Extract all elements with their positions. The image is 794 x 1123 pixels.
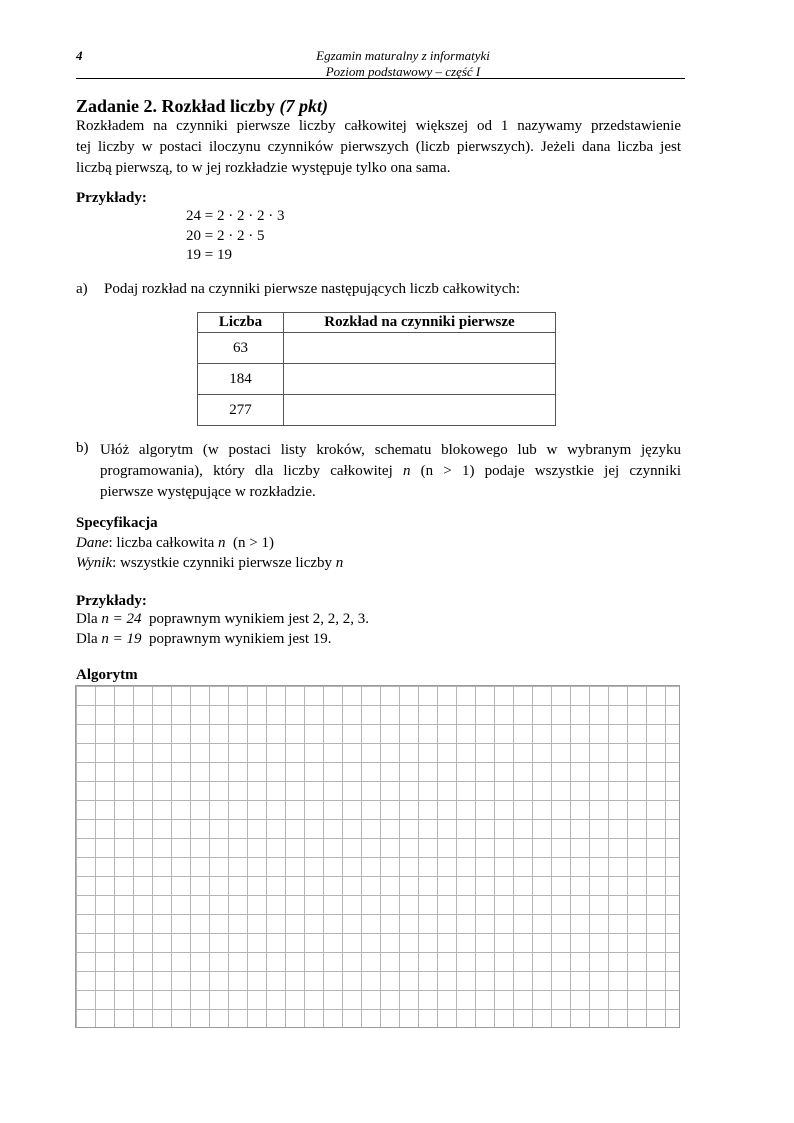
part-b-line: pierwsze występujące w rozkładzie. xyxy=(100,484,316,500)
part-b-text xyxy=(100,440,681,503)
specification-output: Wynik: wszystkie czynniki pierwsze liczby n xyxy=(76,555,344,571)
example-equation: 20 = 2 · 2 · 5 xyxy=(186,228,265,244)
table-header-row xyxy=(198,313,556,333)
spec-examples-heading: Przykłady: xyxy=(76,593,147,609)
number-cell: 63 xyxy=(198,333,284,364)
table-row xyxy=(198,364,556,395)
part-b-label: b) xyxy=(76,440,89,456)
factorization-table xyxy=(197,312,556,426)
spec-example: Dla n = 24 poprawnym wynikiem jest 2, 2, 2, 3. xyxy=(76,611,370,627)
algorithm-answer-grid[interactable] xyxy=(75,685,680,1028)
header-rule xyxy=(76,78,685,79)
header-level: Poziom podstawowy – część I xyxy=(325,64,481,79)
part-b-line: Ułóż algorytm (w postaci listy kroków, schematu blokowego lub w wybranym języku xyxy=(100,442,681,458)
algorithm-heading: Algorytm xyxy=(76,667,138,683)
intro-line: tej liczby w postaci iloczynu czynników pierwszych (liczb pierwszych). Jeżeli dana liczba jest xyxy=(76,139,681,155)
example-equation: 24 = 2 · 2 · 2 · 3 xyxy=(186,208,285,224)
column-header-factorization: Rozkład na czynniki pierwsze xyxy=(284,313,556,333)
number-cell: 277 xyxy=(198,395,284,426)
spec-example: Dla n = 19 poprawnym wynikiem jest 19. xyxy=(76,631,332,647)
header-exam-title: Egzamin maturalny z informatyki xyxy=(316,48,490,63)
example-equation: 19 = 19 xyxy=(186,247,232,263)
answer-cell[interactable] xyxy=(284,364,556,395)
examples-heading: Przykłady: xyxy=(76,190,147,206)
answer-cell[interactable] xyxy=(284,395,556,426)
part-a-text: Podaj rozkład na czynniki pierwsze następujących liczb całkowitych: xyxy=(104,281,521,297)
intro-line: liczbą pierwszą, to w jej rozkładzie występuje tylko ona sama. xyxy=(76,160,451,176)
number-cell: 184 xyxy=(198,364,284,395)
task-points: (7 pkt) xyxy=(279,96,329,116)
part-b-line: programowania), który dla liczby całkowitej n (n > 1) podaje wszystkie jej czynniki xyxy=(100,463,681,479)
intro-line: Rozkładem na czynniki pierwsze liczby całkowitej większej od 1 nazywamy przedstawienie xyxy=(76,118,681,134)
table-row xyxy=(198,333,556,364)
column-header-number: Liczba xyxy=(198,313,284,333)
task-title xyxy=(76,96,328,117)
specification-input: Dane: liczba całkowita n (n > 1) xyxy=(76,535,274,551)
answer-cell[interactable] xyxy=(284,333,556,364)
task-intro xyxy=(76,116,681,179)
part-a-label: a) xyxy=(76,281,88,297)
page-number: 4 xyxy=(76,48,83,63)
task-title-text: Zadanie 2. Rozkład liczby xyxy=(76,96,276,116)
table-row xyxy=(198,395,556,426)
specification-heading: Specyfikacja xyxy=(76,515,158,531)
page-header xyxy=(230,48,576,80)
